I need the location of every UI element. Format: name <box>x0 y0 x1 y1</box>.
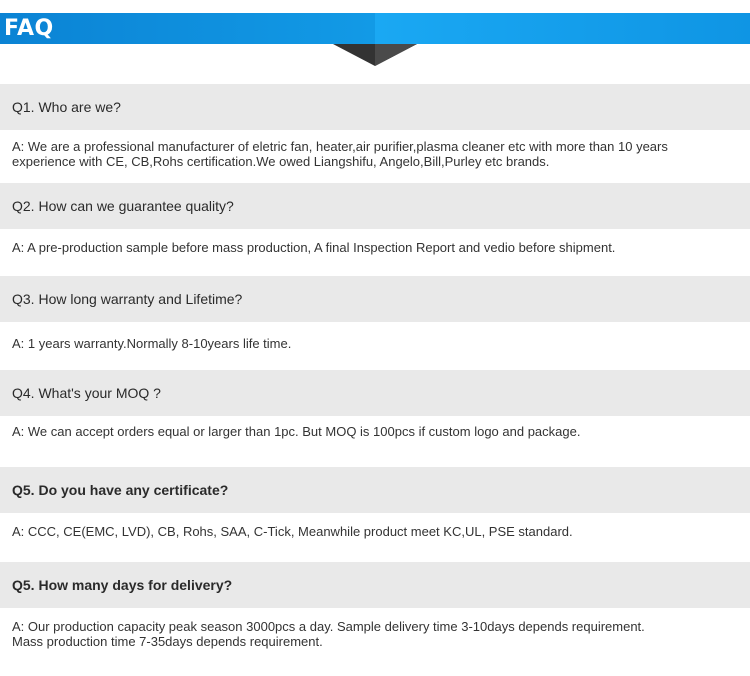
answer-text: Mass production time 7-35days depends requirement. <box>12 634 323 649</box>
faq-question <box>0 370 750 416</box>
faq-question <box>0 467 750 513</box>
question-text: Q2. How can we guarantee quality? <box>12 198 234 214</box>
answer-text: A: We are a professional manufacturer of eletric fan, heater,air purifier,plasma cleaner etc with more than 10 years <box>12 139 668 154</box>
faq-question <box>0 84 750 130</box>
down-arrow-icon <box>333 44 417 66</box>
faq-question <box>0 183 750 229</box>
answer-text: A: Our production capacity peak season 3000pcs a day. Sample delivery time 3-10days depends requirement. <box>12 619 645 634</box>
faq-answer <box>12 424 742 439</box>
faq-banner <box>0 13 750 44</box>
question-text: Q3. How long warranty and Lifetime? <box>12 291 243 307</box>
faq-question <box>0 276 750 322</box>
question-text: Q4. What's your MOQ ? <box>12 385 161 401</box>
question-text: Q5. Do you have any certificate? <box>12 482 229 498</box>
question-text: Q1. Who are we? <box>12 99 121 115</box>
faq-answer <box>12 240 742 255</box>
faq-answer <box>12 524 742 539</box>
answer-text: A: We can accept orders equal or larger than 1pc. But MOQ is 100pcs if custom logo and package. <box>12 424 581 439</box>
answer-text: experience with CE, CB,Rohs certification.We owed Liangshifu, Angelo,Bill,Purley etc brands. <box>12 154 550 169</box>
faq-answer <box>12 336 742 351</box>
question-text: Q5. How many days for delivery? <box>12 577 233 593</box>
page-title: FAQ <box>4 16 54 41</box>
answer-text: A: 1 years warranty.Normally 8-10years life time. <box>12 336 292 351</box>
answer-text: A: CCC, CE(EMC, LVD), CB, Rohs, SAA, C-Tick, Meanwhile product meet KC,UL, PSE standard. <box>12 524 573 539</box>
faq-answer <box>12 139 742 169</box>
faq-answer <box>12 619 742 649</box>
faq-question <box>0 562 750 608</box>
answer-text: A: A pre-production sample before mass production, A final Inspection Report and vedio before shipment. <box>12 240 616 255</box>
